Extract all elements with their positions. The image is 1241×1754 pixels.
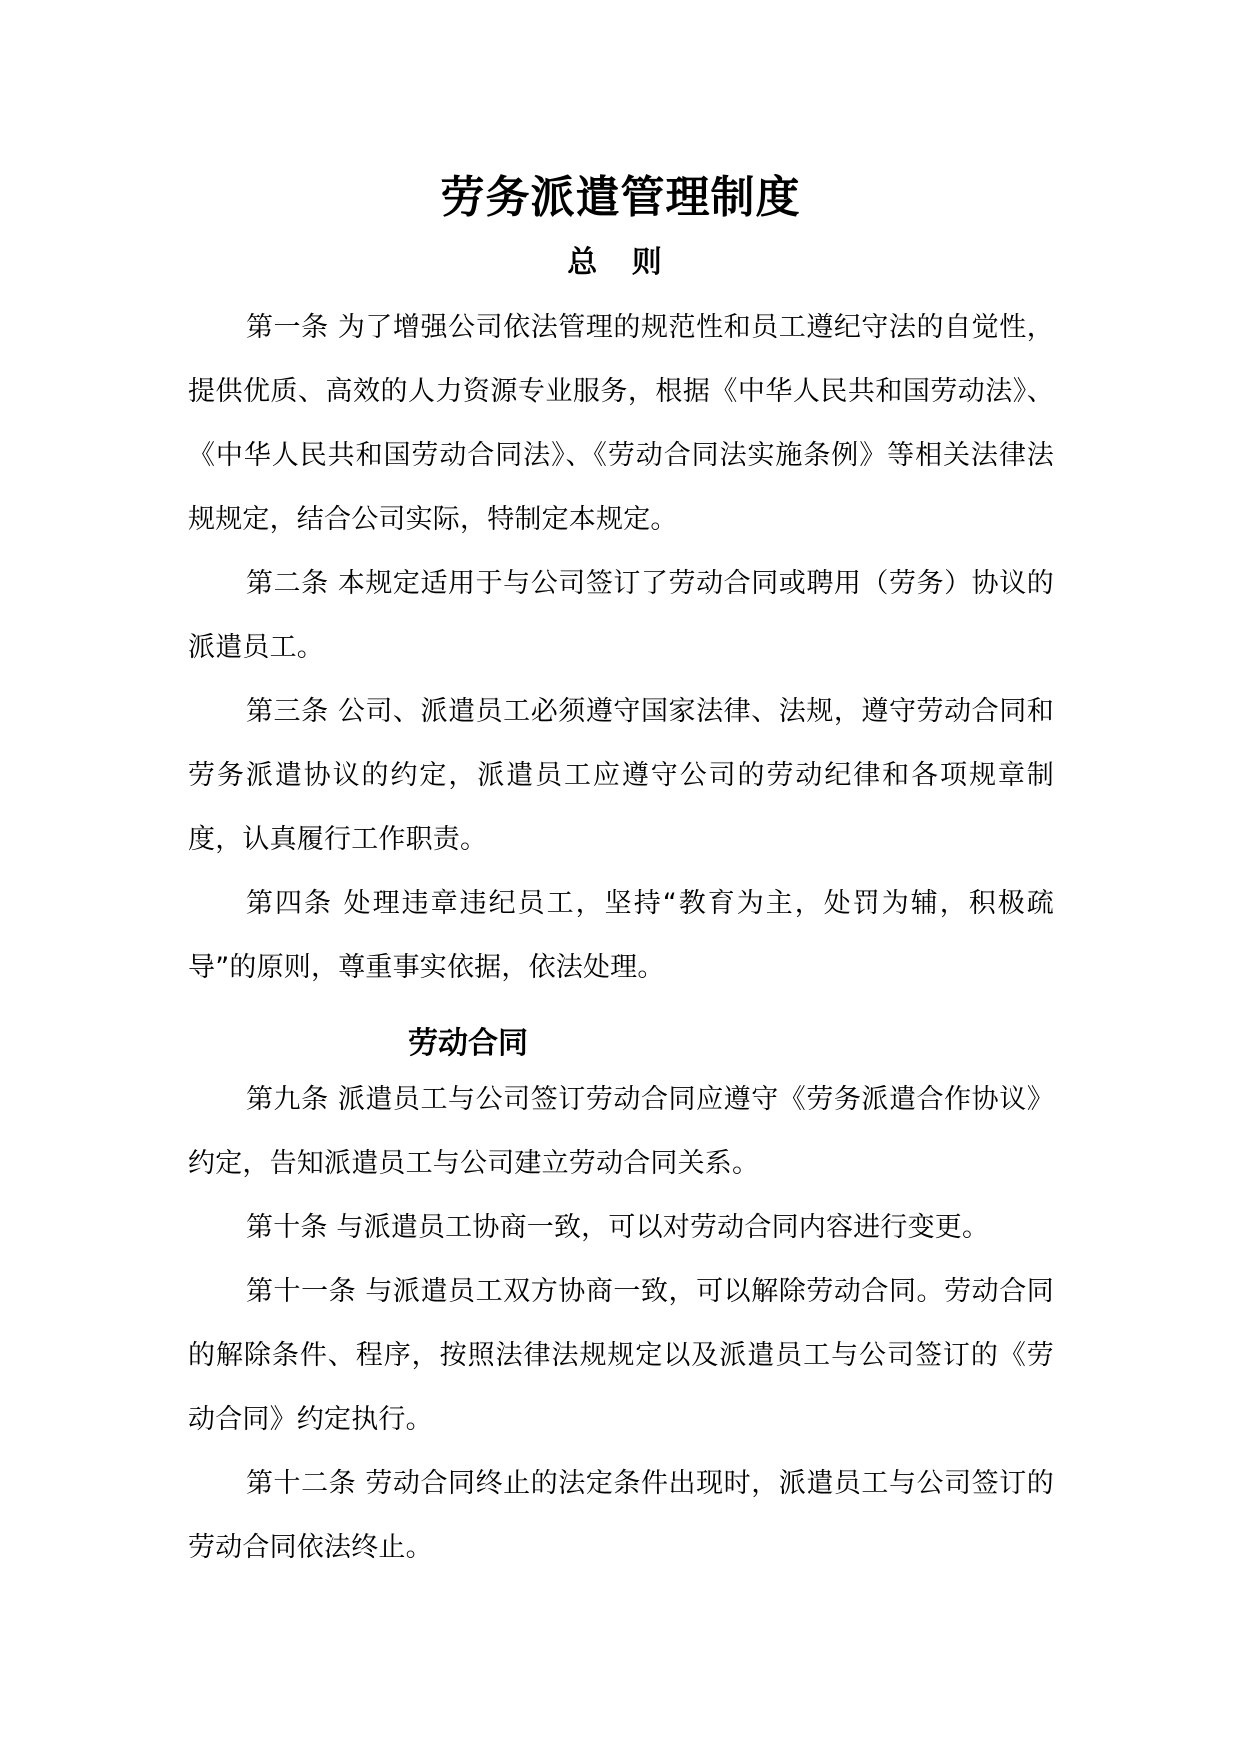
article-2: 第二条 本规定适用于与公司签订了劳动合同或聘用（劳务）协议的派遣员工。 xyxy=(188,568,1054,663)
section-heading-general: 总 则 xyxy=(567,245,674,280)
article-10: 第十条 与派遣员工协商一致，可以对劳动合同内容进行变更。 xyxy=(246,1212,990,1243)
article-1: 第一条 为了增强公司依法管理的规范性和员工遵纪守法的自觉性，提供优质、高效的人力资源专业服务，根据《中华人民共和国劳动法》、《中华人民共和国劳动合同法》、《劳动合同法实施条例》等相关法律法规规定，结合公司实际，特制定本规定。 xyxy=(188,312,1054,535)
article-9: 第九条 派遣员工与公司签订劳动合同应遵守《劳务派遣合作协议》约定，告知派遣员工与公司建立劳动合同关系。 xyxy=(188,1084,1054,1179)
section-heading-labor-contract: 劳动合同 xyxy=(408,1026,528,1061)
article-12: 第十二条 劳动合同终止的法定条件出现时，派遣员工与公司签订的劳动合同依法终止。 xyxy=(188,1468,1054,1563)
article-4: 第四条 处理违章违纪员工，坚持“教育为主，处罚为辅，积极疏导”的原则，尊重事实依据，依法处理。 xyxy=(188,888,1054,983)
document-title: 劳务派遣管理制度 xyxy=(440,172,801,223)
article-11: 第十一条 与派遣员工双方协商一致，可以解除劳动合同。劳动合同的解除条件、程序，按照法律法规规定以及派遣员工与公司签订的《劳动合同》约定执行。 xyxy=(188,1276,1054,1435)
article-3: 第三条 公司、派遣员工必须遵守国家法律、法规，遵守劳动合同和劳务派遣协议的约定，派遣员工应遵守公司的劳动纪律和各项规章制度，认真履行工作职责。 xyxy=(188,696,1054,855)
